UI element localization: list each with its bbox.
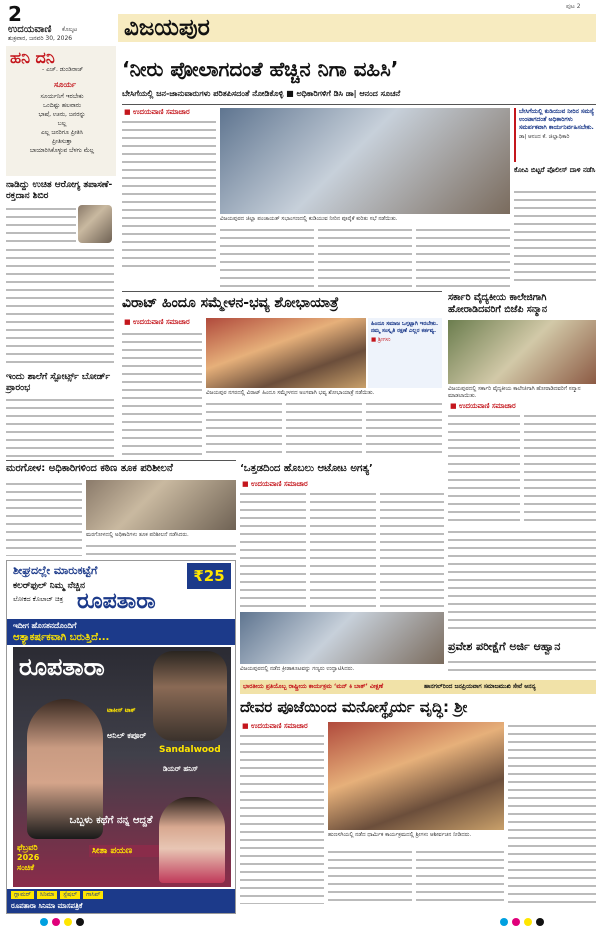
bottom-headline: ದೇವರ ಪೂಜೆಯಿಂದ ಮನೋಸ್ಥೈರ್ಯ ವೃದ್ಧಿ: ಶ್ರೀ	[240, 698, 468, 716]
college-headline: ಸರ್ಕಾರಿ ವೈದ್ಯಕೀಯ ಕಾಲೇಜಿಗಾಗಿ ಹೋರಾಡಿದವರಿಗೆ ಬಿಜೆಪಿ ಸನ್ಮಾನ	[448, 292, 548, 315]
date-line: ಶುಕ್ರವಾರ, ಜನವರಿ 30, 2026	[8, 35, 73, 42]
ad-line3: ಲೋಕದ ಕೊಲಾಜ್ ಚಿತ್ರ	[13, 595, 64, 603]
helpline-box	[514, 166, 596, 288]
poem-line: ಭಾಷೆ, ಊರು, ಜನರನ್ನು	[38, 111, 86, 118]
main-quote: ಬೇಸಿಗೆಯಲ್ಲಿ ಕುಡಿಯುವ ನೀರಿನ ಸಮಸ್ಯೆ ಉಂಟಾಗದಂತೆ ಅಧಿಕಾರಿಗಳು ಸಮರ್ಪಕವಾಗಿ ಕಾರ್ಯನಿರ್ವಹಿಸಬೇಕು.	[519, 108, 595, 131]
felicitation-photo	[448, 320, 596, 384]
hindu-quote: ಹಿಂದೂ ಸಮಾಜ ಒಗ್ಗಟ್ಟಾಗಿ ಇರಬೇಕು. ನಮ್ಮ ಸಂಸ್ಕೃತಿ ರಕ್ಷಣೆ ಎಲ್ಲರ ಕರ್ತವ್ಯ.	[371, 321, 439, 334]
main-quote-box	[514, 108, 596, 162]
hindu-body-col1	[122, 330, 202, 458]
maragol-photo	[86, 480, 236, 530]
print-registration-marks	[0, 914, 600, 928]
poem-line: ಸೂರ್ಯನಿಗೆ ಇರಬೇಕು	[40, 93, 84, 100]
ad-brand: ರೂಪತಾರಾ	[77, 589, 156, 614]
auto-body-col3	[380, 490, 444, 608]
ad-line1: ಶೀಘ್ರದಲ್ಲೇ ಮಾರುಕಟ್ಟೆಗೆ	[13, 564, 98, 577]
maragol-caption: ಮರಗೋಳದಲ್ಲಿ ಅಧಿಕಾರಿಗಳು ತೂಕ ಪರಿಶೀಲನೆ ನಡೆಸಿದರು.	[86, 532, 189, 538]
main-headline: ‘ನೀರು ಪೋಲಾಗದಂತೆ ಹೆಚ್ಚಿನ ನಿಗಾ ವಹಿಸಿ’	[122, 57, 399, 81]
hindu-body-col2	[206, 400, 282, 458]
poem-line: ಒಂದಿಷ್ಟು ಹಲವಾರು	[43, 102, 81, 109]
procession-photo	[206, 318, 366, 388]
reg-mark	[536, 918, 544, 926]
ruptara-ad	[6, 560, 236, 914]
left-story1-headline: ನಾಡಿದ್ದು ಉಚಿತ ಆರೋಗ್ಯ ತಪಾಸಣೆ- ರಕ್ತದಾನ ಶಿಬಿರ	[6, 180, 113, 201]
bottom-body-col1	[240, 732, 324, 904]
helpline-body	[514, 188, 596, 286]
ad-tag: ಸಿನಿಮಾ	[37, 891, 57, 899]
left-story2-headline: ಇಂದು ಶಾಲೆಗೆ ಸ್ಪೋರ್ಟ್ಸ್ ಬೋರ್ಡ್ ಪ್ರಾರಂಭ	[6, 372, 111, 393]
hindu-quote-author: ■ ಶ್ರೀಗಳು	[371, 337, 391, 343]
college-caption: ವಿಜಯಪುರದಲ್ಲಿ ಸರ್ಕಾರಿ ವೈದ್ಯಕೀಯ ಕಾಲೇಜಿಗಾಗಿ ಹೋರಾಡಿದವರಿಗೆ ಸನ್ಮಾನ ಮಾಡಲಾಯಿತು.	[448, 386, 581, 399]
auto-body-col1	[240, 490, 306, 608]
sports-photo	[240, 612, 444, 664]
hanidani-author: - ಎಚ್‌. ಡುಂಡಿರಾಜ್	[42, 66, 84, 73]
meeting-photo	[220, 108, 510, 214]
exam-headline: ಪ್ರವೇಶ ಪರೀಕ್ಷೆಗೆ ಅರ್ಜಿ ಆಹ್ವಾನ	[448, 640, 561, 653]
bottom-dateline: ■ ಉದಯವಾಣಿ ಸಮಾಚಾರ	[242, 722, 308, 730]
meeting-caption: ವಿಜಯಪುರದ ಜಿಲ್ಲಾ ಪಂಚಾಯತ್ ಸಭಾಂಗಣದಲ್ಲಿ ಕುಡಿಯುವ ನೀರಿನ ಪೂರೈಕೆ ಕುರಿತು ಸಭೆ ನಡೆಯಿತು.	[220, 216, 398, 222]
cover-actor-right	[153, 651, 227, 741]
ad-tag: ಸ್ಪೆಷಲ್	[60, 891, 80, 899]
reg-mark	[500, 918, 508, 926]
maragol-body	[6, 480, 82, 556]
sports-caption: ವಿಜಯಪುರದಲ್ಲಿ ನಡೆದ ಕ್ರೀಡಾಕೂಟವನ್ನು ಗಣ್ಯರು ಉದ್ಘಾಟಿಸಿದರು.	[240, 666, 355, 672]
reg-mark	[512, 918, 520, 926]
reg-mark	[524, 918, 532, 926]
poem-line: ಬಾಯಾರಿಸಿಕೊಳ್ಳುವ ಬೆಳಗು ಮೆಲ್ಲ	[29, 147, 95, 154]
main-body-col1	[122, 118, 216, 268]
hindu-body-col3	[286, 400, 362, 458]
reg-mark	[64, 918, 72, 926]
divider	[122, 104, 596, 105]
strip-left: ಭಾರತೀಯ ಪ್ರತಿಯೊಬ್ಬ ರಾಷ್ಟ್ರೀಯ ಕಾರ್ಯಕ್ರಮ ‘ಮನ್ ಕಿ ಬಾತ್’ ವೀಕ್ಷಣೆ	[243, 683, 384, 690]
procession-caption: ವಿಜಯಪುರ ನಗರದಲ್ಲಿ ವಿರಾಟ್ ಹಿಂದೂ ಸಮ್ಮೇಳನದ ಅಂಗವಾಗಿ ಭವ್ಯ ಶೋಭಾಯಾತ್ರೆ ನಡೆಯಿತು.	[206, 390, 375, 396]
page-header	[0, 0, 600, 44]
auto-headline: ‘ಒತ್ತಡದಿಂದ ಹೊಬಲು ಆಟೋಟ ಅಗತ್ಯ’	[240, 463, 373, 474]
poem-body	[10, 92, 114, 155]
ad-tagline2: ಆತ್ಯಾಕರ್ಷಕವಾಗಿ ಬರುತ್ತಿದೆ...	[13, 632, 110, 643]
divider	[6, 460, 236, 461]
edition: ಕೊಲ್ಕಟ	[62, 26, 78, 33]
ad-price-badge: ₹25	[187, 563, 231, 589]
section-title: ವಿಜಯಪುರ	[124, 15, 210, 41]
cover-story-4: ಡಿಯರ್ ಹನಿಸ್	[163, 765, 199, 773]
cover-story-5: ಒಬ್ಬಳು ಕಥೆಗೆ ನನ್ನ ಆದ್ದತೆ	[69, 815, 153, 826]
reg-mark	[52, 918, 60, 926]
hindu-dateline: ■ ಉದಯವಾಣಿ ಸಮಾಚಾರ	[124, 318, 190, 326]
exam-body	[448, 528, 596, 634]
cover-story-1: ಟಾಕೀಸ್ ಟಾಕ್	[107, 707, 136, 714]
poem-line: ಎಲ್ಲ ಜನರಿಗೂ ಪ್ರೀತಿಸಿ	[40, 129, 84, 136]
poem-line: ಪ್ರೀತಿಸುತ್ತಾ	[52, 138, 72, 145]
cover-issue: ಫೆಬ್ರವರಿ 2026 ಸಂಚಿಕೆ	[17, 843, 40, 872]
auto-dateline: ■ ಉದಯವಾಣಿ ಸಮಾಚಾರ	[242, 480, 308, 488]
main-body-col4	[416, 226, 510, 288]
cover-story-6: ಸೀತಾ ಪಯಣ	[89, 845, 159, 857]
bottom-body-col2	[328, 848, 412, 904]
main-body-col3	[318, 226, 412, 288]
ad-footer-line: ರೂಪತಾರಾ ಸಿನಿಮಾ ಮಾಸಪತ್ರಿಕೆ	[11, 902, 83, 910]
auto-body-col2	[310, 490, 376, 608]
left-story1-body-cont	[6, 246, 114, 368]
bottom-body-col3	[416, 848, 504, 904]
reg-mark	[76, 918, 84, 926]
ad-tagline1: ಇದೀಗ ಹೊಸತನದೊಂದಿಗೆ	[13, 621, 77, 630]
cover-title: ರೂಪತಾರಾ	[19, 653, 105, 681]
maragol-body-2	[86, 542, 236, 556]
main-body-col2	[220, 226, 314, 288]
cover-story-3: Sandalwood	[159, 745, 221, 755]
poem-title: ಸೂರ್ಯ	[54, 80, 77, 89]
left-story2-body	[6, 396, 114, 458]
strip-right: ಹಾನಗಲ್‌ರಿಂದ ಜನಪ್ರಿಯವಾಗ ಸಮಾಜಮುಖಿ ಸೇವೆ ಅನನ್ಯ	[424, 683, 536, 690]
magazine-cover	[13, 647, 231, 887]
cover-story-2: ಅನಿಲ್ ಕಪೂರ್	[107, 731, 147, 740]
hindu-headline: ವಿರಾಟ್ ಹಿಂದೂ ಸಮ್ಮೇಳನ-ಭವ್ಯ ಶೋಭಾಯಾತ್ರೆ	[122, 295, 339, 311]
masthead: ಉದಯವಾಣಿ	[8, 24, 52, 35]
main-subhead: ಬೇಸಿಗೆಯಲ್ಲಿ ಜನ-ಜಾನುವಾರುಗಳು ಪರಿತಪಿಸದಂತೆ ನೋಡಿಕೊಳ್ಳಿ ■ ಅಧಿಕಾರಿಗಳಿಗೆ ಡಿಸಿ ಡಾ| ಆನಂದ ಸೂಚನೆ	[122, 89, 401, 98]
exam-body-2	[448, 658, 596, 676]
main-dateline: ■ ಉದಯವಾಣಿ ಸಮಾಚಾರ	[124, 108, 190, 116]
bottom-body-col4	[508, 722, 596, 904]
ceremony-photo	[328, 722, 504, 830]
ad-footer-tags	[11, 891, 103, 899]
hindu-body-col4	[366, 400, 442, 458]
left-story1-body	[6, 205, 76, 245]
college-body-col2	[524, 412, 596, 524]
cover-model-right	[159, 797, 225, 883]
ad-tag: ಗಾಸಿಪ್	[83, 891, 103, 899]
page-number: 2	[8, 2, 22, 26]
doctor-portrait	[78, 205, 112, 243]
ad-line2: ಕಲರ್‌ಫುಲ್ ನಿಮ್ಮ ನೆಚ್ಚಿನ	[13, 581, 85, 591]
poem-line: ಬಲ್ಲ	[57, 120, 67, 127]
hanidani-box	[6, 46, 116, 176]
helpline-title: ಕೋವಿ ಬಿಟ್ಟರೆ ಪೊಲೀಸ್ ದಾಳಿ ನಡೆಸಿ	[514, 166, 596, 174]
hindu-quote-box	[368, 318, 442, 388]
bottom-strip	[240, 680, 596, 694]
ad-tag: ಗ್ಲಾಮರ್	[11, 891, 34, 899]
main-quote-author: ಡಾ| ಆನಂದ ಕೆ. ಜಿಲ್ಲಾಧಿಕಾರಿ	[519, 134, 570, 140]
college-body-col1	[448, 412, 520, 524]
ceremony-caption: ಹುಣಸಗಿಯಲ್ಲಿ ನಡೆದ ಧಾರ್ಮಿಕ ಕಾರ್ಯಕ್ರಮದಲ್ಲಿ ಶ್ರೀಗಳು ಆಶೀರ್ವಚನ ನೀಡಿದರು.	[328, 832, 472, 838]
page-top-label: ಪುಟ 2	[566, 3, 581, 10]
ad-footer	[7, 889, 236, 914]
college-dateline: ■ ಉದಯವಾಣಿ ಸಮಾಚಾರ	[450, 402, 516, 410]
maragol-headline: ಮರಗೋಳ: ಅಧಿಕಾರಿಗಳಿಂದ ಕಠಿಣ ತೂಕ ಪರಿಶೀಲನೆ	[6, 463, 173, 474]
hanidani-title: ಹನಿ ದನಿ	[10, 48, 55, 67]
reg-mark	[40, 918, 48, 926]
